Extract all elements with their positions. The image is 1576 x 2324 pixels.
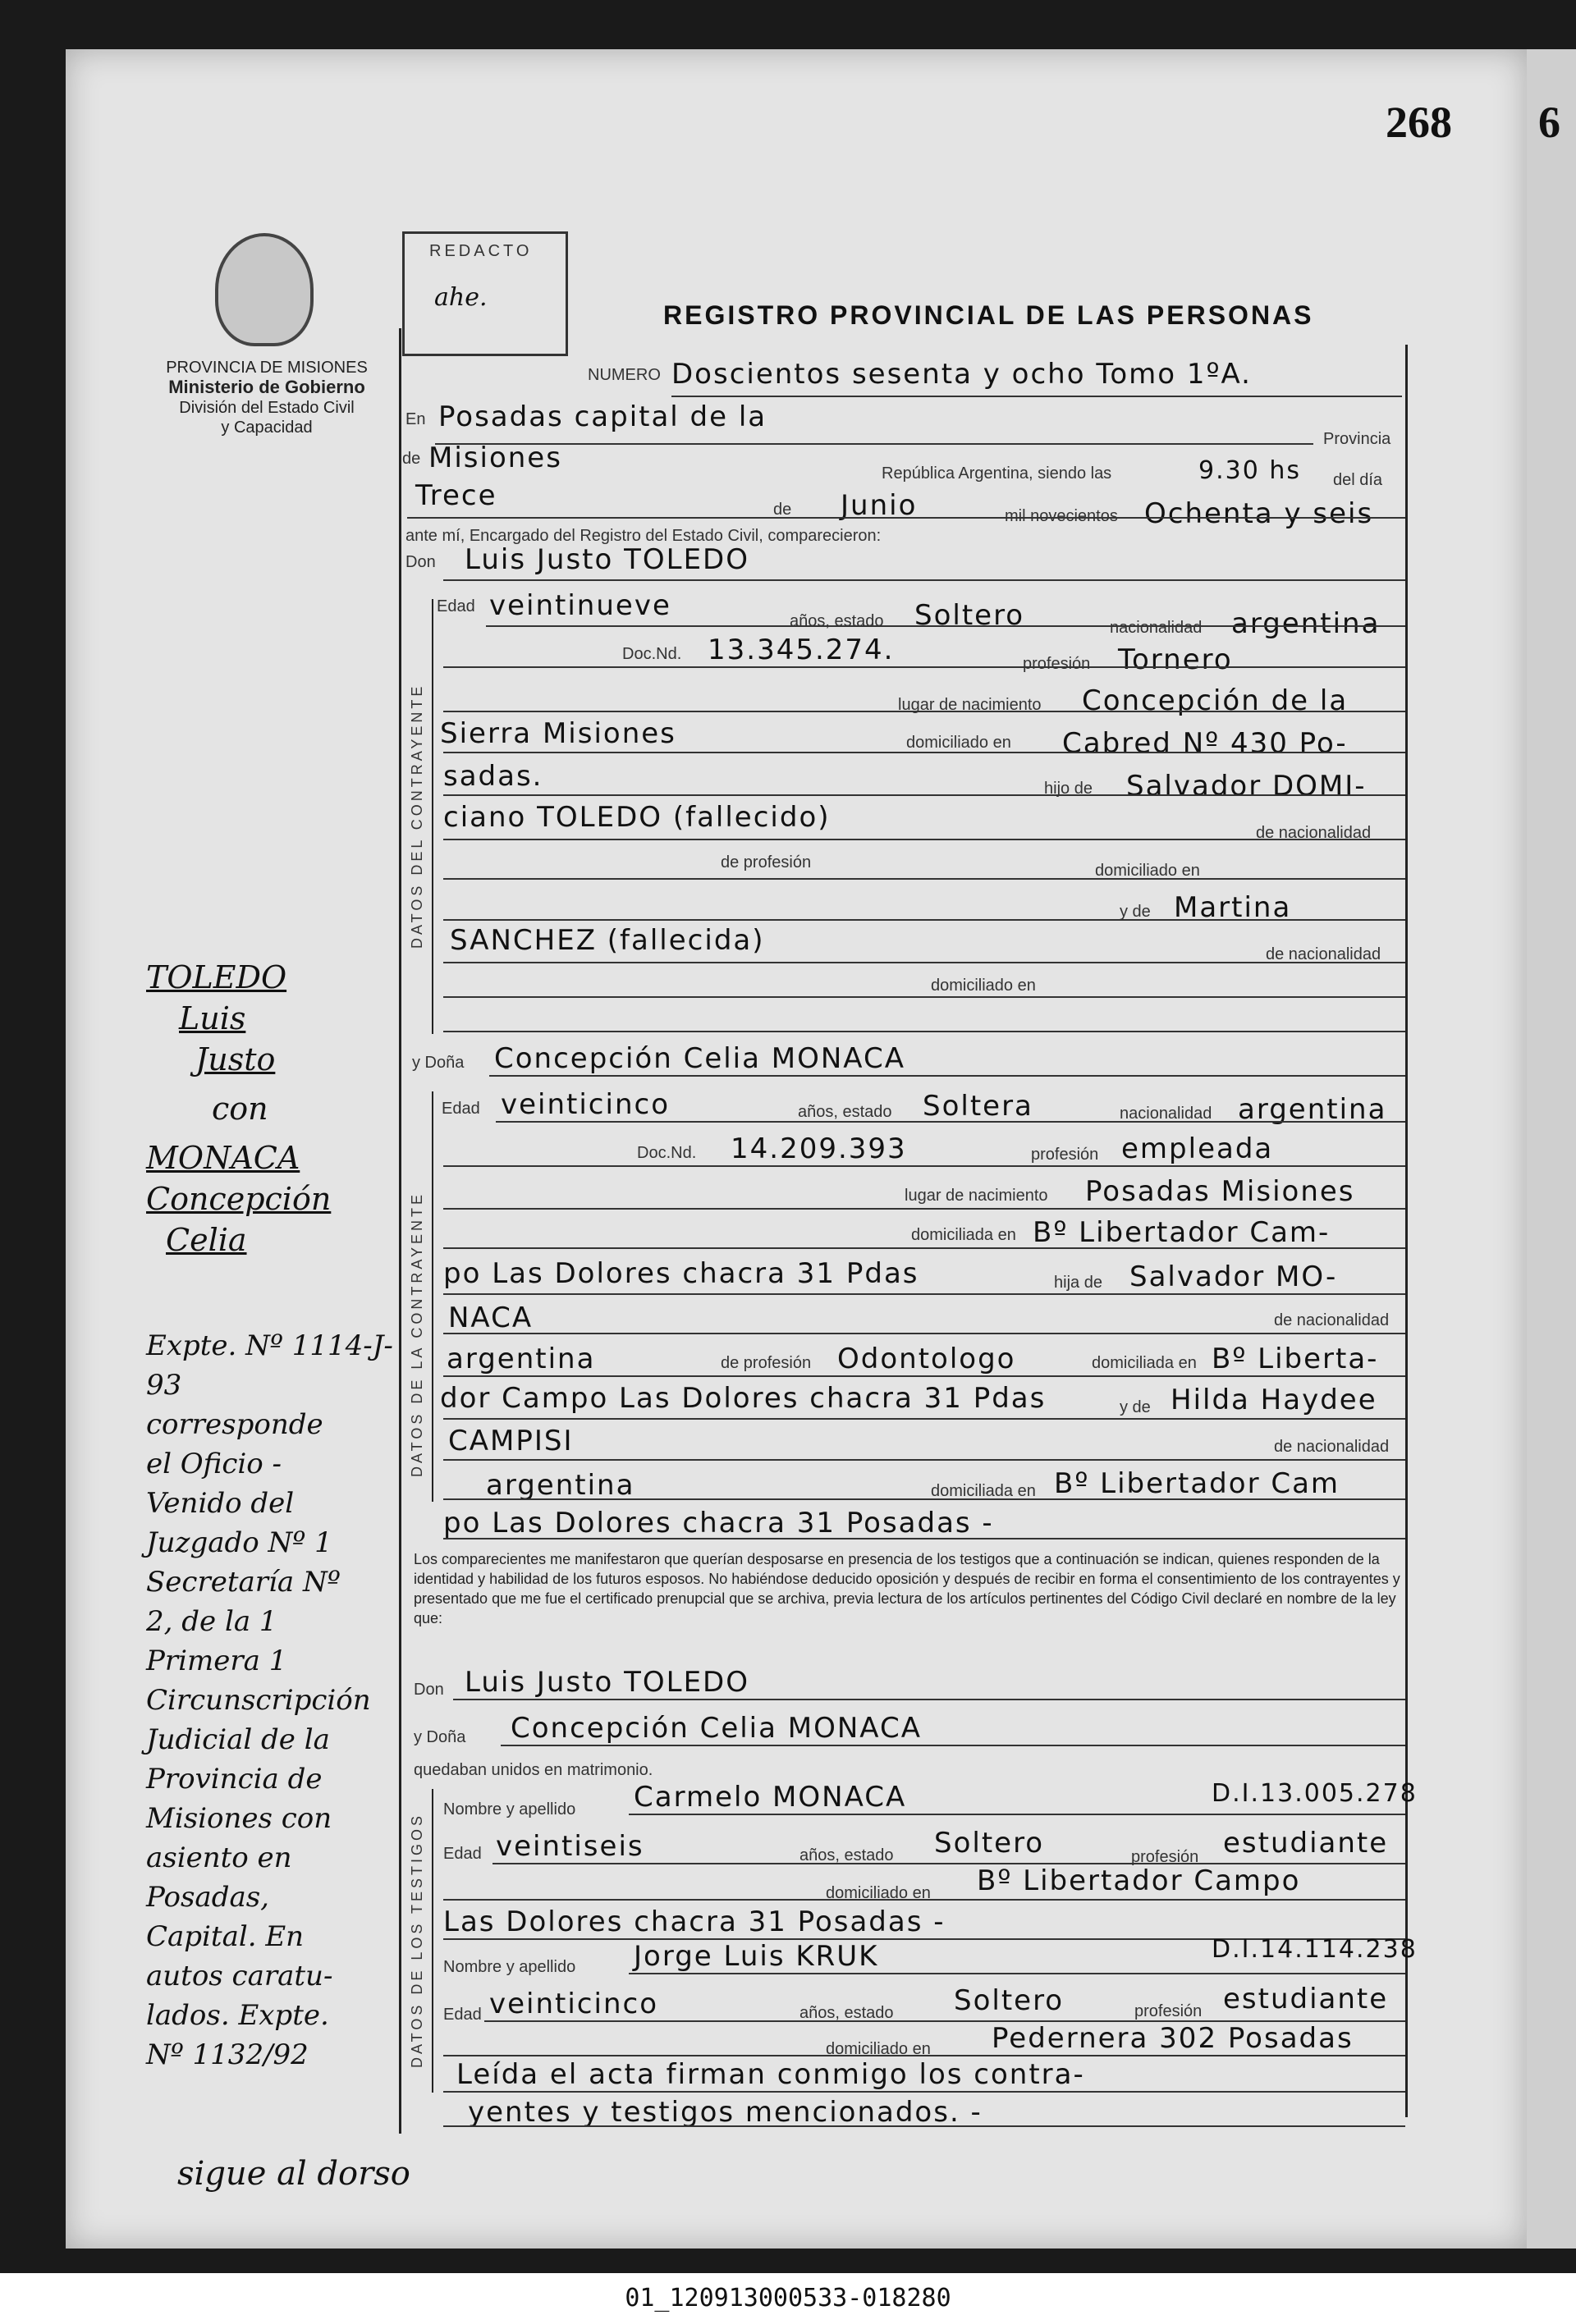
margin-note-line: Misiones con — [146, 1802, 332, 1835]
margin-note-line: 2, de la 1 — [146, 1605, 277, 1638]
margin-note-line: corresponde — [146, 1408, 323, 1441]
contrayente-frame-line — [432, 599, 433, 1034]
t1-dom-value2: Las Dolores chacra 31 Posadas - — [443, 1905, 946, 1938]
margin-note-line: Nº 1132/92 — [146, 2038, 309, 2071]
stamp-label: REDACTO — [429, 242, 533, 260]
c-hijo-underline — [443, 794, 1405, 796]
f-dom3-label: domiciliada en — [931, 1482, 1036, 1500]
c-madre-underline — [443, 919, 1405, 921]
en-label: En — [405, 410, 426, 428]
contrayente-side-label: DATOS DEL CONTRAYENTE — [409, 683, 425, 949]
margin-note-line: Venido del — [146, 1487, 295, 1520]
t1-nombre-value: Carmelo MONACA — [634, 1781, 907, 1814]
next-page-edge — [1527, 49, 1576, 2249]
f-end-underline — [443, 1538, 1405, 1539]
c-lugar-label: lugar de nacimiento — [898, 696, 1042, 714]
provincia-value: Misiones — [428, 441, 562, 474]
t2-dom-underline — [443, 2055, 1405, 2056]
f-prof-label: profesión — [1031, 1146, 1099, 1164]
f-prof-value: empleada — [1121, 1132, 1274, 1165]
f-madre-nac: argentina — [486, 1469, 635, 1502]
c-dom-label: domiciliado en — [906, 734, 1011, 752]
margin-note-line: Expte. Nº 1114-J-93 — [146, 1329, 393, 1402]
de-label: de — [402, 450, 421, 468]
en-underline — [435, 443, 1313, 445]
f-lugar-value: Posadas Misiones — [1085, 1175, 1355, 1208]
numero-label: NUMERO — [588, 366, 661, 384]
cierre1-underline — [443, 2091, 1405, 2093]
image-id-footer: 01_120913000533-018280 — [0, 2273, 1576, 2324]
quedaban-text: quedaban unidos en matrimonio. — [414, 1761, 653, 1779]
provincia-label: Provincia — [1323, 430, 1391, 448]
c-madre-value: Martina — [1174, 891, 1292, 924]
f-padre-dom: Bº Liberta- — [1212, 1343, 1379, 1375]
c-anos-label: años, estado — [790, 612, 884, 630]
f-dona-underline — [489, 1075, 1405, 1077]
f-de-nac2-label: de nacionalidad — [1274, 1438, 1390, 1456]
f-dom-underline — [443, 1247, 1405, 1249]
c-de-prof-label: de profesión — [721, 853, 812, 872]
ministry-line3: División del Estado Civil — [179, 399, 355, 417]
margin-name-line: Luis — [179, 1000, 246, 1036]
decl-dona-label: y Doña — [414, 1728, 466, 1746]
f-doc-underline — [443, 1165, 1405, 1167]
f-nac-value: argentina — [1238, 1093, 1387, 1126]
decl-don-value: Luis Justo TOLEDO — [465, 1666, 749, 1699]
ante-label: ante mí, Encargado del Registro del Estado Civil, comparecieron: — [405, 527, 882, 545]
margin-note — [146, 1326, 401, 2075]
c-doc-value: 13.345.274. — [708, 634, 895, 666]
decl-don-label: Don — [414, 1681, 444, 1699]
c-padre-value: Salvador DOMI- — [1126, 770, 1367, 803]
f-y-de-label: y de — [1120, 1398, 1151, 1416]
f-hija-underline — [443, 1293, 1405, 1295]
t2-edad-value: veinticinco — [489, 1988, 658, 2020]
f-madre-dom2: po Las Dolores chacra 31 Posadas - — [443, 1507, 994, 1539]
t2-nombre-underline — [629, 1973, 1405, 1974]
t2-doc-value: D.I.14.114.238 — [1212, 1935, 1418, 1964]
c-dom3-label: domiciliado en — [931, 977, 1036, 995]
declaracion-text: Los comparecientes me manifestaron que querían desposarse en presencia de los testigos que a continuación se indican, quienes responden de la identidad y habilidad de los futuros esposos. No habiéndose deducido oposición y después de recibir en forma el consentimiento de los contrayentes y presentado que me fue el certificado prenupcial que se archiva, previa lectura de los artículos pertinentes del Código Civil declaré en nombre de la ley que: — [414, 1551, 1400, 1626]
page-title: REGISTRO PROVINCIAL DE LAS PERSONAS — [663, 300, 1314, 330]
margin-note-line: Judicial de la — [146, 1723, 330, 1756]
c-estado-value: Soltero — [914, 599, 1025, 632]
t1-edad-label: Edad — [443, 1845, 482, 1863]
decl-dona-underline — [501, 1745, 1405, 1746]
t1-dom-value: Bº Libertador Campo — [977, 1864, 1301, 1897]
ministry-line2: Ministerio de Gobierno — [168, 377, 365, 397]
t2-prof-value: estudiante — [1223, 1983, 1389, 2015]
c-lugar-underline — [443, 711, 1405, 712]
margin-note-line: Capital. En — [146, 1920, 305, 1953]
c-dom-value2: sadas. — [443, 760, 543, 793]
f-lugar-label: lugar de nacimiento — [905, 1187, 1048, 1205]
cierre-line2: yentes y testigos mencionados. - — [468, 2096, 983, 2129]
t1-nombre-underline — [629, 1814, 1405, 1815]
contrayente-f-side-label: DATOS DE LA CONTRAYENTE — [409, 1191, 425, 1477]
c-lugar-value2: Sierra Misiones — [440, 717, 676, 750]
del-dia-label: del día — [1333, 471, 1383, 489]
c-doc-underline — [443, 666, 1405, 668]
margin-note-line: Provincia de — [146, 1763, 323, 1796]
fecha-underline — [407, 517, 1405, 519]
f-edad-value: veinticinco — [501, 1088, 670, 1121]
testigos-frame-line — [432, 1789, 433, 2093]
c-de-nac2-label: de nacionalidad — [1266, 945, 1381, 963]
c-nac-value: argentina — [1231, 607, 1381, 640]
t2-anos-label: años, estado — [799, 2004, 894, 2022]
contrayente-f-frame-line — [432, 1091, 433, 1502]
t2-prof-label: profesión — [1134, 2002, 1203, 2020]
province-seal-icon — [215, 233, 314, 346]
t2-dom-label: domiciliado en — [826, 2040, 931, 2058]
cierre-line1: Leída el acta firman conmigo los contra- — [456, 2058, 1085, 2091]
mil-label: mil novecientos — [1005, 507, 1118, 525]
f-madre-value: Hilda Haydee — [1171, 1384, 1377, 1416]
t1-prof-label: profesión — [1131, 1848, 1199, 1866]
f-estado-value: Soltera — [923, 1090, 1033, 1123]
f-lugar-underline — [443, 1208, 1405, 1210]
c-dom2-label: domiciliado en — [1095, 862, 1200, 880]
c-dom3-underline — [443, 996, 1405, 998]
f-padre-prof: Odontologo — [837, 1343, 1016, 1375]
next-page-number: 6 — [1538, 98, 1560, 147]
c-madre-value2: SANCHEZ (fallecida) — [450, 924, 765, 957]
margin-names — [146, 957, 401, 1260]
c-prof-value: Tornero — [1118, 643, 1233, 676]
don-label: Don — [405, 553, 436, 571]
numero-underline — [671, 396, 1402, 397]
f-dom-label: domiciliada en — [911, 1226, 1016, 1244]
right-frame-line — [1405, 345, 1408, 2117]
t1-nombre-label: Nombre y apellido — [443, 1800, 576, 1818]
margin-name-line: MONACA — [146, 1140, 300, 1176]
numero-value: Doscientos sesenta y ocho Tomo 1ºA. — [671, 358, 1252, 391]
t1-prof-value: estudiante — [1223, 1827, 1389, 1860]
redacto-stamp — [402, 231, 568, 356]
t1-anos-label: años, estado — [799, 1846, 894, 1864]
page-number: 268 — [1386, 98, 1452, 147]
t2-edad-label: Edad — [443, 2006, 482, 2024]
margin-note-line: Primera 1 — [146, 1645, 287, 1677]
testigos-side-label: DATOS DE LOS TESTIGOS — [409, 1812, 425, 2068]
ministry-line1: PROVINCIA DE MISIONES — [166, 359, 368, 377]
c-edad-underline — [486, 625, 1405, 627]
t1-doc-value: D.I.13.005.278 — [1212, 1779, 1418, 1808]
f-hija-label: hija de — [1054, 1274, 1102, 1292]
c-dom-value: Cabred Nº 430 Po- — [1062, 727, 1348, 760]
f-madre-underline — [443, 1418, 1405, 1420]
margin-name-line: Celia — [166, 1222, 247, 1258]
f-doc-value: 14.209.393 — [731, 1132, 907, 1165]
f-de-prof-label: de profesión — [721, 1354, 812, 1372]
anio-value: Ochenta y seis — [1144, 497, 1374, 530]
margin-note-line: Circunscripción — [146, 1684, 371, 1717]
f-dom-value2: po Las Dolores chacra 31 Pdas — [443, 1257, 919, 1290]
c-padre-underline — [443, 839, 1405, 840]
c-padre-value2: ciano TOLEDO (fallecido) — [443, 801, 831, 834]
t1-dom-label: domiciliado en — [826, 1884, 931, 1902]
f-madre2-underline — [443, 1459, 1405, 1461]
f-padre-value2: NACA — [448, 1302, 534, 1334]
en-value: Posadas capital de la — [438, 400, 767, 433]
margin-note-line: lados. Expte. — [146, 1999, 329, 2032]
c-doc-label: Doc.Nd. — [622, 645, 682, 663]
f-padre-value: Salvador MO- — [1129, 1260, 1338, 1293]
margin-note-line: Posadas, — [146, 1881, 269, 1914]
margin-note-line: Secretaría Nº — [146, 1566, 341, 1599]
stamp-value: ahe. — [434, 283, 488, 312]
c-de-nac-label: de nacionalidad — [1256, 824, 1372, 842]
f-de-nac-label: de nacionalidad — [1274, 1311, 1390, 1329]
t1-estado-value: Soltero — [934, 1827, 1045, 1860]
f-padre-dom2: dor Campo Las Dolores chacra 31 Pdas — [440, 1382, 1047, 1415]
don-value: Luis Justo TOLEDO — [465, 543, 749, 576]
c-prof-label: profesión — [1023, 655, 1091, 673]
c-end-underline — [443, 1031, 1405, 1032]
ministry-header — [131, 358, 402, 437]
t2-estado-value: Soltero — [954, 1984, 1065, 2017]
de2-label: de — [773, 501, 792, 519]
hora-value: 9.30 hs — [1198, 456, 1301, 485]
f-padre-prof-underline — [443, 1375, 1405, 1377]
dia-value: Trece — [415, 479, 497, 512]
t1-edad-value: veintiseis — [496, 1830, 644, 1863]
margin-name-line: Concepción — [146, 1181, 332, 1217]
c-hijo-label: hijo de — [1044, 780, 1093, 798]
f-dona-label: y Doña — [412, 1054, 465, 1072]
ministry-line4: y Capacidad — [221, 419, 313, 437]
f-doc-label: Doc.Nd. — [637, 1144, 697, 1162]
margin-name-line: Justo — [195, 1041, 276, 1077]
c-nac-label: nacionalidad — [1110, 619, 1203, 637]
f-madre-dom: Bº Libertador Cam — [1054, 1467, 1340, 1500]
c-prof-underline — [443, 878, 1405, 880]
f-madre-nac-underline — [443, 1498, 1405, 1500]
margin-name-line: con — [212, 1091, 268, 1127]
sigue-al-dorso: sigue al dorso — [177, 2155, 410, 2193]
f-padre-underline — [443, 1333, 1405, 1334]
margin-note-line: autos caratu- — [146, 1960, 333, 1992]
c-edad-label: Edad — [437, 597, 475, 615]
margin-name-line: TOLEDO — [146, 959, 287, 995]
republica-label: República Argentina, siendo las — [882, 464, 1112, 483]
f-dom-value: Bº Libertador Cam- — [1033, 1216, 1331, 1249]
f-madre-value2: CAMPISI — [448, 1425, 574, 1457]
f-anos-label: años, estado — [798, 1103, 892, 1121]
c-lugar-value: Concepción de la — [1082, 684, 1349, 717]
margin-note-line: el Oficio - — [146, 1448, 282, 1480]
c-dom-underline — [443, 752, 1405, 753]
c-edad-value: veintinueve — [489, 589, 671, 622]
c-madre2-underline — [443, 962, 1405, 963]
f-padre-nac: argentina — [447, 1343, 596, 1375]
decl-dona-value: Concepción Celia MONACA — [511, 1712, 922, 1745]
mes-value: Junio — [841, 489, 918, 522]
t2-nombre-label: Nombre y apellido — [443, 1958, 576, 1976]
f-edad-label: Edad — [442, 1100, 480, 1118]
f-dona-value: Concepción Celia MONACA — [494, 1042, 905, 1075]
decl-don-underline — [453, 1699, 1405, 1700]
t2-nombre-value: Jorge Luis KRUK — [634, 1940, 879, 1973]
margin-note-line: Juzgado Nº 1 — [146, 1526, 332, 1559]
t2-dom-value: Pedernera 302 Posadas — [992, 2022, 1354, 2055]
c-y-de-label: y de — [1120, 903, 1151, 921]
f-edad-underline — [496, 1121, 1405, 1123]
f-nac-label: nacionalidad — [1120, 1105, 1212, 1123]
t1-dom-underline — [443, 1899, 1405, 1901]
f-dom2-label: domiciliada en — [1092, 1354, 1197, 1372]
margin-note-line: asiento en — [146, 1841, 292, 1874]
cierre2-underline — [443, 2125, 1405, 2127]
don-underline — [443, 579, 1405, 581]
